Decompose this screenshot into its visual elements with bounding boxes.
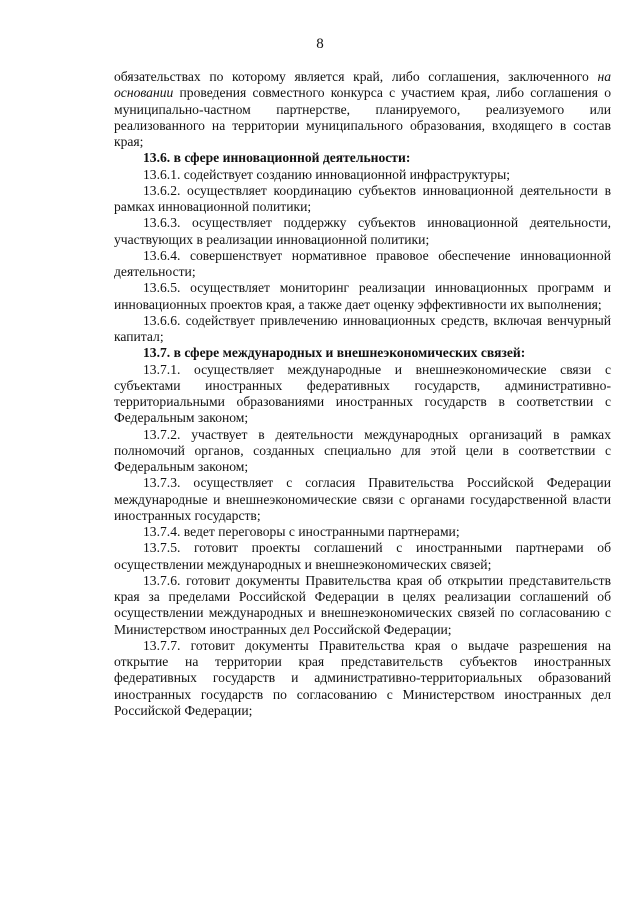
clause-13-7-6: 13.7.6. готовит документы Правительства края об открытии представительств края за пределами Российской Федерации в целях реализации соглашений об осуществлении международных и внешнеэкономических связей по согласованию с Министерством иностранных дел Российской Федерации;	[114, 572, 611, 637]
document-body	[114, 69, 611, 719]
clause-13-6-5: 13.6.5. осуществляет мониторинг реализации инновационных программ и инновационных проектов края, а также дает оценку эффективности их выполнения;	[114, 280, 611, 312]
clause-13-6-4: 13.6.4. совершенствует нормативное правовое обеспечение инновационной деятельности;	[114, 247, 611, 279]
clause-13-6-2: 13.6.2. осуществляет координацию субъектов инновационной деятельности в рамках инновационной политики;	[114, 182, 611, 214]
clause-13-7-1: 13.7.1. осуществляет международные и внешнеэкономические связи с субъектами иностранных федеративных государств, административно-территориальными образованиями иностранных государств в соответствии с Федеральным законом;	[114, 361, 611, 426]
italic-phrase: на основании	[114, 69, 611, 101]
paragraph-continuation	[114, 69, 611, 150]
section-heading-13-7: 13.7. в сфере международных и внешнеэкономических связей:	[143, 345, 526, 361]
paragraph-text-start: обязательствах по которому является край, либо соглашения, заключенного	[114, 69, 598, 84]
clause-13-7-2: 13.7.2. участвует в деятельности международных организаций в рамках полномочий органов, созданных специально для этой цели в соответствии с Федеральным законом;	[114, 426, 611, 474]
clause-13-6-6: 13.6.6. содействует привлечению инновационных средств, включая венчурный капитал;	[114, 312, 611, 344]
clause-13-7-5: 13.7.5. готовит проекты соглашений с иностранными партнерами об осуществлении международных и внешнеэкономических связей;	[114, 540, 611, 572]
clause-13-6-1: 13.6.1. содействует созданию инновационной инфраструктуры;	[143, 166, 511, 182]
clause-13-7-4: 13.7.4. ведет переговоры с иностранными партнерами;	[143, 524, 460, 539]
clause-13-7-7: 13.7.7. готовит документы Правительства края о выдаче разрешения на открытие на территории края представительств субъектов иностранных федеративных государств и административно-территориальных образований иностранных государств по согласованию с Министерством иностранных дел Российской Федерации;	[114, 637, 611, 718]
section-heading-13-6: 13.6. в сфере инновационной деятельности:	[143, 150, 411, 166]
page-number: 8	[316, 36, 324, 52]
clause-13-6-3: 13.6.3. осуществляет поддержку субъектов инновационной деятельности, участвующих в реализации инновационной политики;	[114, 215, 611, 247]
clause-13-7-3: 13.7.3. осуществляет с согласия Правительства Российской Федерации международные и внешнеэкономические связи с органами государственной власти иностранных государств;	[114, 475, 611, 523]
paragraph-text-end: проведения совместного конкурса с участием края, либо соглашения о муниципально-частном партнерстве, планируемого, реализуемого или реализованного на территории муниципального образования, входящего в состав края;	[114, 85, 611, 149]
